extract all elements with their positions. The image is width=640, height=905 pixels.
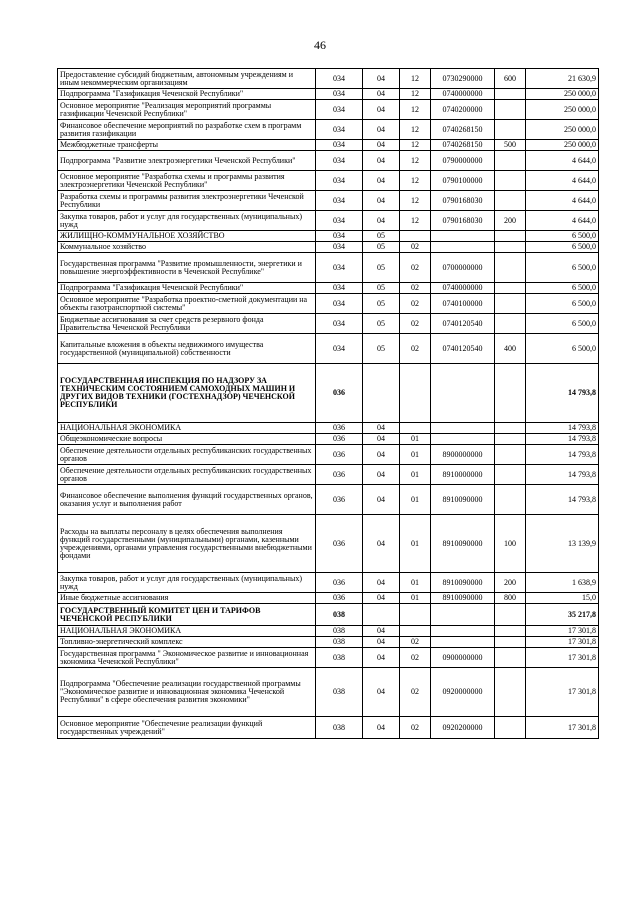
- target-article-cell: 8900000000: [431, 445, 495, 465]
- section-code-cell: 04: [363, 465, 400, 485]
- expense-type-cell: [495, 637, 526, 648]
- subsection-code-cell: 01: [400, 434, 431, 445]
- expense-type-cell: [495, 191, 526, 211]
- amount-cell: 6 500,0: [526, 231, 599, 242]
- ministry-code-cell: 034: [316, 120, 363, 140]
- target-article-cell: [431, 423, 495, 434]
- expense-type-cell: [495, 253, 526, 283]
- ministry-code-cell: 036: [316, 593, 363, 604]
- amount-cell: 6 500,0: [526, 283, 599, 294]
- target-article-cell: 0700000000: [431, 253, 495, 283]
- section-code-cell: 04: [363, 434, 400, 445]
- table-row: [58, 573, 599, 593]
- amount-cell: 21 630,9: [526, 69, 599, 89]
- expense-type-cell: [495, 120, 526, 140]
- subsection-code-cell: 12: [400, 89, 431, 100]
- row-name-cell: НАЦИОНАЛЬНАЯ ЭКОНОМИКА: [58, 423, 316, 434]
- budget-table: [57, 68, 599, 739]
- table-row: [58, 445, 599, 465]
- amount-cell: 13 139,9: [526, 515, 599, 573]
- row-name-cell: Расходы на выплаты персоналу в целях обеспечения выполнения функций государственными (муниципальными) органами, казенными учреждениями, органами управления государственными внебюджетными фондами: [58, 515, 316, 573]
- table-row: [58, 314, 599, 334]
- expense-type-cell: [495, 648, 526, 668]
- section-code-cell: 05: [363, 253, 400, 283]
- subsection-code-cell: 02: [400, 314, 431, 334]
- row-name-cell: Общеэкономические вопросы: [58, 434, 316, 445]
- target-article-cell: 8910090000: [431, 515, 495, 573]
- subsection-code-cell: 12: [400, 100, 431, 120]
- table-row: [58, 191, 599, 211]
- expense-type-cell: [495, 465, 526, 485]
- expense-type-cell: [495, 283, 526, 294]
- target-article-cell: 0740100000: [431, 294, 495, 314]
- row-name-cell: Межбюджетные трансферты: [58, 140, 316, 151]
- expense-type-cell: [495, 231, 526, 242]
- subsection-code-cell: 02: [400, 637, 431, 648]
- section-code-cell: 04: [363, 648, 400, 668]
- target-article-cell: 0920000000: [431, 668, 495, 717]
- ministry-code-cell: 034: [316, 314, 363, 334]
- ministry-code-cell: 034: [316, 253, 363, 283]
- amount-cell: 35 217,8: [526, 604, 599, 626]
- target-article-cell: 0740120540: [431, 334, 495, 364]
- target-article-cell: [431, 231, 495, 242]
- row-name-cell: Бюджетные ассигнования за счет средств резервного фонда Правительства Чеченской Республики: [58, 314, 316, 334]
- target-article-cell: 8910000000: [431, 465, 495, 485]
- amount-cell: 14 793,8: [526, 423, 599, 434]
- row-name-cell: Иные бюджетные ассигнования: [58, 593, 316, 604]
- amount-cell: 6 500,0: [526, 294, 599, 314]
- target-article-cell: [431, 364, 495, 423]
- table-row: [58, 485, 599, 515]
- expense-type-cell: [495, 100, 526, 120]
- row-name-cell: Финансовое обеспечение мероприятий по разработке схем в программ развития газификации: [58, 120, 316, 140]
- expense-type-cell: [495, 364, 526, 423]
- amount-cell: 6 500,0: [526, 314, 599, 334]
- subsection-code-cell: 02: [400, 283, 431, 294]
- expense-type-cell: [495, 485, 526, 515]
- ministry-code-cell: 034: [316, 151, 363, 171]
- section-code-cell: 04: [363, 100, 400, 120]
- ministry-code-cell: 034: [316, 89, 363, 100]
- section-code-cell: 04: [363, 120, 400, 140]
- subsection-code-cell: 12: [400, 69, 431, 89]
- row-name-cell: НАЦИОНАЛЬНАЯ ЭКОНОМИКА: [58, 626, 316, 637]
- target-article-cell: 8910090000: [431, 573, 495, 593]
- ministry-code-cell: 036: [316, 465, 363, 485]
- ministry-code-cell: 038: [316, 668, 363, 717]
- amount-cell: 250 000,0: [526, 140, 599, 151]
- ministry-code-cell: 036: [316, 434, 363, 445]
- expense-type-cell: 600: [495, 69, 526, 89]
- row-name-cell: Капитальные вложения в объекты недвижимого имущества государственной (муниципальной) собственности: [58, 334, 316, 364]
- row-name-cell: Финансовое обеспечение выполнения функций государственных органов, оказания услуг и выполнения работ: [58, 485, 316, 515]
- amount-cell: 15,0: [526, 593, 599, 604]
- expense-type-cell: 400: [495, 334, 526, 364]
- subsection-code-cell: 12: [400, 171, 431, 191]
- ministry-code-cell: 036: [316, 485, 363, 515]
- row-name-cell: Предоставление субсидий бюджетным, автономным учреждениям и иным некоммерческим организациям: [58, 69, 316, 89]
- target-article-cell: 0740268150: [431, 140, 495, 151]
- amount-cell: 17 301,8: [526, 637, 599, 648]
- subsection-code-cell: 02: [400, 648, 431, 668]
- subsection-code-cell: 01: [400, 465, 431, 485]
- amount-cell: 14 793,8: [526, 445, 599, 465]
- ministry-code-cell: 034: [316, 242, 363, 253]
- row-name-cell: Подпрограмма "Газификация Чеченской Республики": [58, 283, 316, 294]
- ministry-code-cell: 034: [316, 171, 363, 191]
- amount-cell: 4 644,0: [526, 151, 599, 171]
- section-code-cell: 04: [363, 637, 400, 648]
- target-article-cell: 0740000000: [431, 283, 495, 294]
- ministry-code-cell: 036: [316, 515, 363, 573]
- amount-cell: 6 500,0: [526, 242, 599, 253]
- subsection-code-cell: 12: [400, 120, 431, 140]
- target-article-cell: [431, 626, 495, 637]
- section-code-cell: [363, 604, 400, 626]
- target-article-cell: 0740120540: [431, 314, 495, 334]
- section-code-cell: 04: [363, 191, 400, 211]
- row-name-cell: ГОСУДАРСТВЕННАЯ ИНСПЕКЦИЯ ПО НАДЗОРУ ЗА ТЕХНИЧЕСКИМ СОСТОЯНИЕМ САМОХОДНЫХ МАШИН И ДРУГИХ ВИДОВ ТЕХНИКИ (ГОСТЕХНАДЗОР) ЧЕЧЕНСКОЙ РЕСПУБЛИКИ: [58, 364, 316, 423]
- amount-cell: 17 301,8: [526, 648, 599, 668]
- amount-cell: 250 000,0: [526, 120, 599, 140]
- ministry-code-cell: 034: [316, 100, 363, 120]
- amount-cell: 14 793,8: [526, 434, 599, 445]
- target-article-cell: 0790000000: [431, 151, 495, 171]
- expense-type-cell: [495, 423, 526, 434]
- amount-cell: 4 644,0: [526, 211, 599, 231]
- row-name-cell: Государственная программа " Экономическое развитие и инновационная экономика Чеченской Республики": [58, 648, 316, 668]
- target-article-cell: 0790100000: [431, 171, 495, 191]
- table-row: [58, 171, 599, 191]
- expense-type-cell: [495, 294, 526, 314]
- section-code-cell: 04: [363, 593, 400, 604]
- table-row: [58, 294, 599, 314]
- amount-cell: 6 500,0: [526, 334, 599, 364]
- section-code-cell: 04: [363, 717, 400, 739]
- page-number: 46: [314, 38, 326, 52]
- section-code-cell: 05: [363, 231, 400, 242]
- target-article-cell: 0740268150: [431, 120, 495, 140]
- row-name-cell: Коммунальное хозяйство: [58, 242, 316, 253]
- subsection-code-cell: 12: [400, 211, 431, 231]
- ministry-code-cell: 036: [316, 364, 363, 423]
- expense-type-cell: [495, 434, 526, 445]
- amount-cell: 4 644,0: [526, 171, 599, 191]
- subsection-code-cell: 12: [400, 140, 431, 151]
- expense-type-cell: [495, 151, 526, 171]
- amount-cell: 14 793,8: [526, 465, 599, 485]
- target-article-cell: [431, 434, 495, 445]
- row-name-cell: Основное мероприятие "Обеспечение реализации функций государственных учреждений": [58, 717, 316, 739]
- ministry-code-cell: 034: [316, 231, 363, 242]
- target-article-cell: 8910090000: [431, 485, 495, 515]
- ministry-code-cell: 034: [316, 294, 363, 314]
- section-code-cell: [363, 364, 400, 423]
- expense-type-cell: [495, 242, 526, 253]
- ministry-code-cell: 038: [316, 604, 363, 626]
- amount-cell: 14 793,8: [526, 485, 599, 515]
- ministry-code-cell: 036: [316, 573, 363, 593]
- table-row: [58, 637, 599, 648]
- amount-cell: 17 301,8: [526, 668, 599, 717]
- subsection-code-cell: 01: [400, 445, 431, 465]
- section-code-cell: 04: [363, 140, 400, 151]
- section-code-cell: 04: [363, 485, 400, 515]
- expense-type-cell: [495, 89, 526, 100]
- ministry-code-cell: 034: [316, 334, 363, 364]
- expense-type-cell: [495, 314, 526, 334]
- expense-type-cell: 500: [495, 140, 526, 151]
- row-name-cell: Обеспечение деятельности отдельных республиканских государственных органов: [58, 445, 316, 465]
- section-code-cell: 04: [363, 573, 400, 593]
- table-row: [58, 140, 599, 151]
- ministry-code-cell: 038: [316, 717, 363, 739]
- table-row: [58, 604, 599, 626]
- target-article-cell: [431, 637, 495, 648]
- ministry-code-cell: 034: [316, 140, 363, 151]
- subsection-code-cell: [400, 626, 431, 637]
- row-name-cell: ГОСУДАРСТВЕННЫЙ КОМИТЕТ ЦЕН И ТАРИФОВ ЧЕЧЕНСКОЙ РЕСПУБЛИКИ: [58, 604, 316, 626]
- budget-table-body: [58, 69, 599, 739]
- subsection-code-cell: 02: [400, 294, 431, 314]
- expense-type-cell: 200: [495, 573, 526, 593]
- amount-cell: 14 793,8: [526, 364, 599, 423]
- section-code-cell: 04: [363, 515, 400, 573]
- subsection-code-cell: 02: [400, 717, 431, 739]
- section-code-cell: 04: [363, 626, 400, 637]
- ministry-code-cell: 038: [316, 626, 363, 637]
- subsection-code-cell: 02: [400, 253, 431, 283]
- section-code-cell: 04: [363, 211, 400, 231]
- table-row: [58, 283, 599, 294]
- ministry-code-cell: 036: [316, 445, 363, 465]
- row-name-cell: ЖИЛИЩНО-КОММУНАЛЬНОЕ ХОЗЯЙСТВО: [58, 231, 316, 242]
- subsection-code-cell: [400, 364, 431, 423]
- target-article-cell: 0740000000: [431, 89, 495, 100]
- row-name-cell: Подпрограмма "Газификация Чеченской Республики": [58, 89, 316, 100]
- ministry-code-cell: 038: [316, 648, 363, 668]
- section-code-cell: 04: [363, 171, 400, 191]
- target-article-cell: 0900000000: [431, 648, 495, 668]
- row-name-cell: Топливно-энергетический комплекс: [58, 637, 316, 648]
- target-article-cell: [431, 242, 495, 253]
- table-row: [58, 253, 599, 283]
- amount-cell: 6 500,0: [526, 253, 599, 283]
- ministry-code-cell: 038: [316, 637, 363, 648]
- row-name-cell: Основное мероприятие "Разработка схемы и программы развития электроэнергетики Чеченской Республики": [58, 171, 316, 191]
- expense-type-cell: 100: [495, 515, 526, 573]
- table-row: [58, 364, 599, 423]
- target-article-cell: 8910090000: [431, 593, 495, 604]
- section-code-cell: 04: [363, 423, 400, 434]
- row-name-cell: Подпрограмма "Обеспечение реализации государственной программы "Экономическое развитие и инновационная экономика Чеченской Республики" в сфере обеспечения развития экономики": [58, 668, 316, 717]
- subsection-code-cell: 01: [400, 573, 431, 593]
- expense-type-cell: [495, 604, 526, 626]
- expense-type-cell: 200: [495, 211, 526, 231]
- target-article-cell: 0730290000: [431, 69, 495, 89]
- subsection-code-cell: [400, 423, 431, 434]
- target-article-cell: 0790168030: [431, 191, 495, 211]
- expense-type-cell: [495, 717, 526, 739]
- target-article-cell: 0920200000: [431, 717, 495, 739]
- subsection-code-cell: 02: [400, 334, 431, 364]
- subsection-code-cell: 02: [400, 668, 431, 717]
- section-code-cell: 04: [363, 69, 400, 89]
- table-row: [58, 211, 599, 231]
- table-row: [58, 242, 599, 253]
- amount-cell: 250 000,0: [526, 89, 599, 100]
- amount-cell: 17 301,8: [526, 626, 599, 637]
- ministry-code-cell: 036: [316, 423, 363, 434]
- ministry-code-cell: 034: [316, 283, 363, 294]
- target-article-cell: [431, 604, 495, 626]
- table-row: [58, 434, 599, 445]
- subsection-code-cell: 01: [400, 593, 431, 604]
- row-name-cell: Разработка схемы и программы развития электроэнергетики Чеченской Республики: [58, 191, 316, 211]
- expense-type-cell: [495, 171, 526, 191]
- amount-cell: 1 638,9: [526, 573, 599, 593]
- ministry-code-cell: 034: [316, 191, 363, 211]
- table-row: [58, 626, 599, 637]
- table-row: [58, 100, 599, 120]
- section-code-cell: 04: [363, 89, 400, 100]
- row-name-cell: Основное мероприятие "Разработка проектно-сметной документации на объекты газотранспортной системы": [58, 294, 316, 314]
- row-name-cell: Обеспечение деятельности отдельных республиканских государственных органов: [58, 465, 316, 485]
- ministry-code-cell: 034: [316, 211, 363, 231]
- amount-cell: 250 000,0: [526, 100, 599, 120]
- section-code-cell: 05: [363, 283, 400, 294]
- section-code-cell: 05: [363, 314, 400, 334]
- table-row: [58, 593, 599, 604]
- expense-type-cell: [495, 445, 526, 465]
- expense-type-cell: [495, 626, 526, 637]
- table-row: [58, 648, 599, 668]
- section-code-cell: 05: [363, 294, 400, 314]
- table-row: [58, 515, 599, 573]
- expense-type-cell: [495, 668, 526, 717]
- row-name-cell: Подпрограмма "Развитие электроэнергетики Чеченской Республики": [58, 151, 316, 171]
- subsection-code-cell: [400, 231, 431, 242]
- row-name-cell: Закупка товаров, работ и услуг для государственных (муниципальных) нужд: [58, 211, 316, 231]
- section-code-cell: 04: [363, 445, 400, 465]
- table-row: [58, 151, 599, 171]
- row-name-cell: Государственная программа "Развитие промышленности, энергетики и повышение энергоэффективности в Чеченской Республике": [58, 253, 316, 283]
- ministry-code-cell: 034: [316, 69, 363, 89]
- section-code-cell: 05: [363, 242, 400, 253]
- table-row: [58, 668, 599, 717]
- expense-type-cell: 800: [495, 593, 526, 604]
- subsection-code-cell: 12: [400, 151, 431, 171]
- table-row: [58, 423, 599, 434]
- subsection-code-cell: [400, 604, 431, 626]
- subsection-code-cell: 01: [400, 515, 431, 573]
- subsection-code-cell: 02: [400, 242, 431, 253]
- subsection-code-cell: 01: [400, 485, 431, 515]
- table-row: [58, 231, 599, 242]
- section-code-cell: 05: [363, 334, 400, 364]
- row-name-cell: Закупка товаров, работ и услуг для государственных (муниципальных) нужд: [58, 573, 316, 593]
- table-row: [58, 334, 599, 364]
- amount-cell: 17 301,8: [526, 717, 599, 739]
- subsection-code-cell: 12: [400, 191, 431, 211]
- table-row: [58, 69, 599, 89]
- row-name-cell: Основное мероприятие "Реализация мероприятий программы газификации Чеченской Республики": [58, 100, 316, 120]
- section-code-cell: 04: [363, 668, 400, 717]
- table-row: [58, 120, 599, 140]
- amount-cell: 4 644,0: [526, 191, 599, 211]
- table-row: [58, 89, 599, 100]
- table-row: [58, 465, 599, 485]
- target-article-cell: 0790168030: [431, 211, 495, 231]
- table-row: [58, 717, 599, 739]
- target-article-cell: 0740200000: [431, 100, 495, 120]
- section-code-cell: 04: [363, 151, 400, 171]
